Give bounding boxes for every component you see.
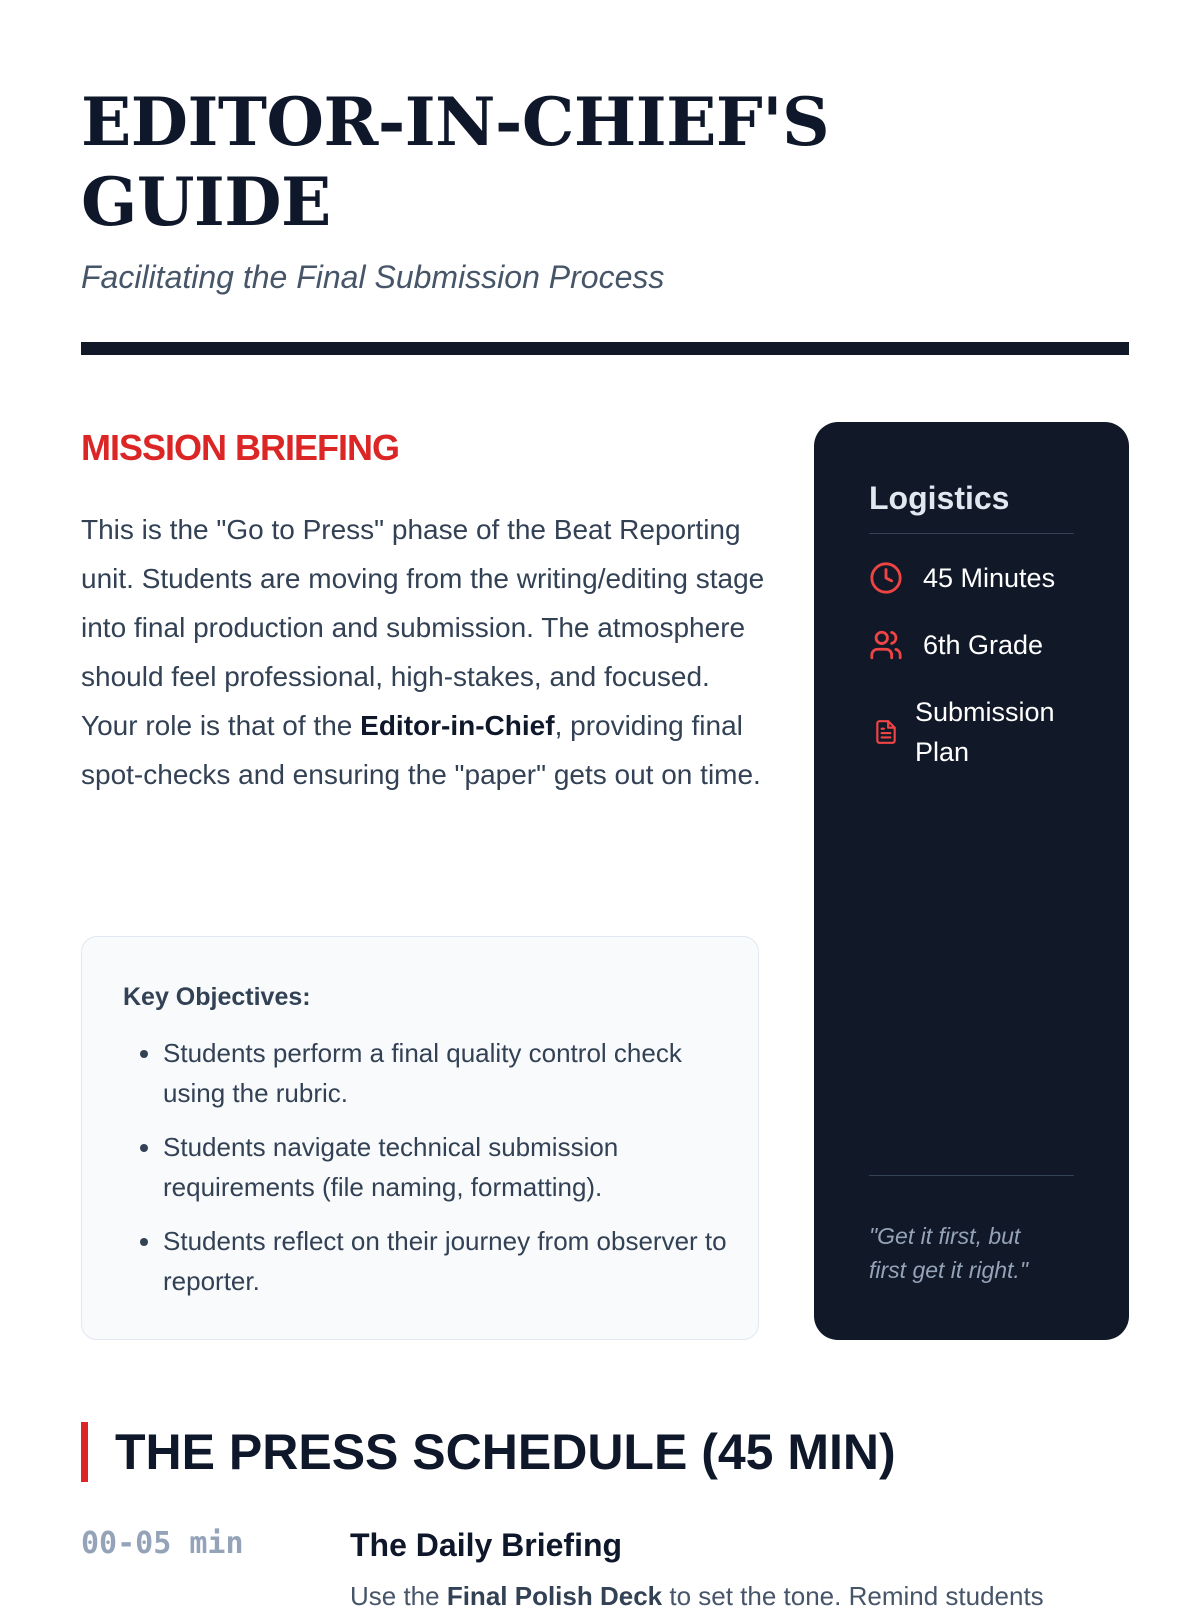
logistics-plan-label xyxy=(915,692,1055,772)
page-title-line2: GUIDE xyxy=(81,163,331,241)
logistics-quote-line2: first get it right." xyxy=(869,1257,1028,1283)
schedule-accent-bar xyxy=(81,1422,88,1482)
logistics-plan xyxy=(869,692,1055,772)
mission-text-bold: Editor-in-Chief xyxy=(360,710,555,741)
page-title-line1: EDITOR-IN-CHIEF'S xyxy=(81,83,830,161)
objective-item: • Students perform a final quality control check using the rubric. xyxy=(163,1033,728,1113)
mission-text-part2: , providing final spot-checks and ensuring the "paper" gets out on time. xyxy=(81,710,761,790)
page-subtitle: Facilitating the Final Submission Process xyxy=(81,259,665,295)
key-objectives-list xyxy=(123,1033,728,1301)
schedule-desc-part2: to set the tone. Remind students xyxy=(662,1581,1044,1611)
clock-icon xyxy=(869,561,903,595)
mission-briefing-heading: MISSION BRIEFING xyxy=(81,427,400,468)
page-title xyxy=(81,82,829,242)
logistics-plan-label-line1: Submission xyxy=(915,697,1055,727)
objective-item: • Students reflect on their journey from observer to reporter. xyxy=(163,1221,728,1301)
document-icon xyxy=(869,715,903,749)
title-divider xyxy=(81,342,1129,355)
key-objectives-box xyxy=(81,936,759,1340)
schedule-desc-part1: Use the xyxy=(350,1581,447,1611)
objective-item: • Students navigate technical submission requirements (file naming, formatting). xyxy=(163,1127,728,1207)
schedule-item-time: 00-05 min xyxy=(81,1526,244,1561)
logistics-quote-line1: "Get it first, but xyxy=(869,1223,1021,1249)
schedule-item-description xyxy=(350,1576,1130,1616)
users-icon xyxy=(869,628,903,662)
mission-text-part1: This is the "Go to Press" phase of the Beat Reporting unit. Students are moving from the writing/editing stage into final production and submission. The atmosphere should feel professional, high-stakes, and focused. Your role is that of the xyxy=(81,514,765,741)
logistics-divider-top xyxy=(869,533,1074,534)
logistics-grade-label: 6th Grade xyxy=(923,630,1044,660)
logistics-grade xyxy=(869,625,1043,665)
mission-briefing-text xyxy=(81,505,771,799)
press-schedule-heading: THE PRESS SCHEDULE (45 MIN) xyxy=(115,1424,896,1480)
logistics-quote xyxy=(869,1219,1069,1287)
logistics-duration-label: 45 Minutes xyxy=(923,563,1056,593)
logistics-duration xyxy=(869,558,1055,598)
logistics-divider-bottom xyxy=(869,1175,1074,1176)
logistics-plan-label-line2: Plan xyxy=(915,737,970,767)
schedule-desc-bold: Final Polish Deck xyxy=(446,1581,663,1611)
logistics-title: Logistics xyxy=(869,480,1010,516)
schedule-item-title: The Daily Briefing xyxy=(350,1527,623,1563)
key-objectives-heading: Key Objectives: xyxy=(123,983,311,1011)
logistics-panel xyxy=(814,422,1129,1340)
